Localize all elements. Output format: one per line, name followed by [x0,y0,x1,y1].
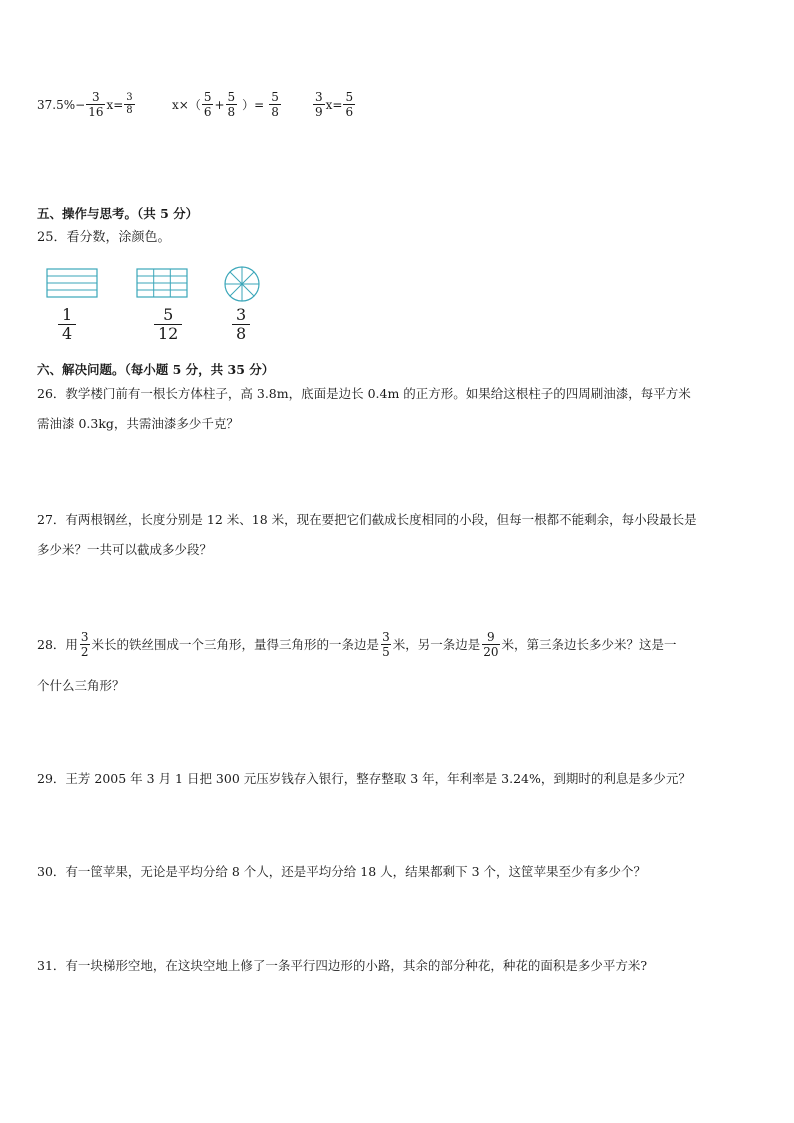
figure-rect-twelfths[interactable] [136,268,190,300]
eq1-fraction-2: $\frac{3}{8}$ [126,92,133,116]
figure-2-fraction: 5 12 [154,306,182,343]
eq2-close: ）= [242,98,265,112]
equation-1 [37,90,136,119]
question-25: 25．看分数，涂颜色。 [37,230,171,245]
q28-fraction-2: $\frac{3}{5}$ [382,630,390,659]
question-27-line-2: 多少米？一共可以截成多少段？ [37,542,213,557]
eq2-fraction-2: $\frac{5}{8}$ [227,90,236,119]
eq2-fraction-1: $\frac{5}{6}$ [203,90,212,119]
eq1-fraction-1: $\frac{3}{16}$ [88,90,104,119]
question-31: 31．有一块梯形空地，在这块空地上修了一条平行四边形的小路，其余的部分种花，种花的面积是多少平方米? [37,958,648,973]
question-28-line-1: 28．用 $\frac{3}{2}$ 米长的铁丝围成一个三角形，量得三角形的一条边是 $\frac{3}{5}$ 米，另一条边是 $\frac{9}{20}$ 米，第三条边长多少米？这是一 [37,630,677,659]
question-29: 29．王芳 2005 年 3 月 1 日把 300 元压岁钱存入银行，整存整取 3 年，年利率是 3.24%，到期时的利息是多少元？ [37,771,691,786]
equation-2 [172,90,282,119]
eq1-text: 37.5%− [37,97,86,112]
question-30: 30．有一筐苹果，无论是平均分给 8 个人，还是平均分给 18 人，结果都剩下 3 个，这筐苹果至少有多少个？ [37,864,647,879]
figure-rect-quarters[interactable] [46,268,100,300]
question-27-line-1: 27．有两根钢丝，长度分别是 12 米、18 米，现在要把它们截成长度相同的小段，但每一根都不能剩余，每小段最长是 [37,512,697,527]
eq2-fraction-3: $\frac{5}{8}$ [271,90,279,119]
question-26-line-2: 需油漆 0.3kg，共需油漆多少千克？ [37,416,239,431]
eq2-text: x×（ [172,98,201,112]
section-5-title: 五、操作与思考。（共 5 分） [37,206,199,221]
equation-3 [312,90,356,119]
eq2-plus: + [214,97,225,112]
q28-fraction-3: $\frac{9}{20}$ [483,630,499,659]
eq3-fraction-1: $\frac{3}{9}$ [315,90,323,119]
q28-fraction-1: $\frac{3}{2}$ [80,630,89,659]
question-26-line-1: 26．教学楼门前有一根长方体柱子，高 3.8m，底面是边长 0.4m 的正方形。如果给这根柱子的四周刷油漆，每平方米 [37,386,691,401]
eq1-text-mid: x= [106,97,124,112]
figure-3-fraction: 3 8 [232,306,250,343]
section-6-title: 六、解决问题。（每小题 5 分，共 35 分） [37,362,275,377]
figure-circle-eighths[interactable] [223,265,261,303]
question-28-line-2: 个什么三角形？ [37,678,125,693]
figure-1-fraction: 1 4 [58,306,76,343]
eq3-text-mid: x= [325,97,343,112]
eq3-fraction-2: $\frac{5}{6}$ [345,90,354,119]
